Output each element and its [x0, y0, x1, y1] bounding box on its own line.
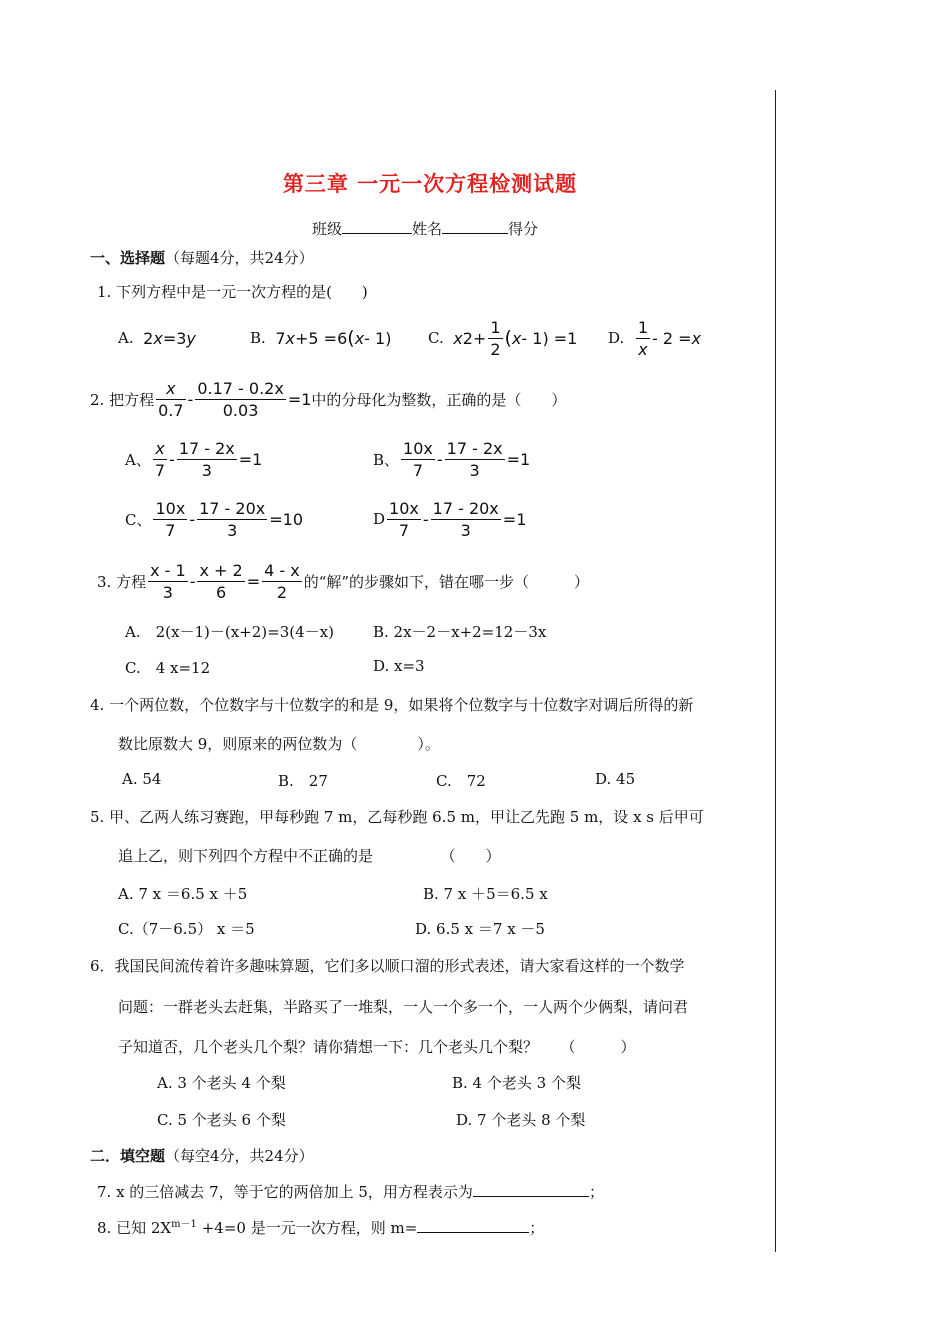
q8-answer-field[interactable]: [417, 1218, 529, 1233]
q2-option-b[interactable]: B、 $\frac{10x}{7}$ - $\frac{17 - 2x}{3}$ =1: [373, 438, 531, 480]
class-field[interactable]: [342, 219, 412, 234]
q5-option-a[interactable]: A. 7 x ＝6.5 x ＋5: [118, 885, 248, 903]
q5-option-d[interactable]: D. 6.5 x ＝7 x －5: [415, 920, 545, 938]
question-6-line-1: 6．我国民间流传着许多趣味算题，它们多以顺口溜的形式表述，请大家看这样的一个数学: [90, 957, 685, 975]
q6-option-a[interactable]: A. 3 个老头 4 个梨: [157, 1074, 286, 1092]
q3-option-d[interactable]: D. x=3: [373, 657, 425, 675]
q1-option-d[interactable]: D. $\frac{1}{x}$ - 2 = x: [608, 317, 701, 359]
q5-option-c[interactable]: C.（7－6.5） x ＝5: [118, 920, 255, 938]
q6-option-d[interactable]: D. 7 个老头 8 个梨: [456, 1111, 586, 1129]
section-fill-heading: 二．填空题（每空4分，共24分）: [90, 1147, 314, 1165]
question-6-line-2: 问题：一群老头去赶集，半路买了一堆梨，一人一个多一个，一人两个少俩梨，请问君: [118, 998, 689, 1016]
section-choice-heading: 一、选择题（每题4分，共24分）: [90, 249, 314, 267]
question-6-line-3: 子知道否，几个老头几个梨？请你猜想一下：几个老头几个梨？ （ ）: [118, 1038, 636, 1056]
q2-option-c[interactable]: C、 $\frac{10x}{7}$ - $\frac{17 - 20x}{3}$ =10: [125, 498, 303, 540]
q2-option-d[interactable]: D $\frac{10x}{7}$ - $\frac{17 - 20x}{3}$ =1: [373, 498, 527, 540]
student-info: [312, 218, 538, 239]
q2-option-a[interactable]: A、 $\frac{x}{7}$ - $\frac{17 - 2x}{3}$ =1: [125, 438, 263, 480]
question-3: 3. 方程 $\frac{x - 1}{3}$ - $\frac{x + 2}{6}$ = $\frac{4 - x}{2}$ 的“解”的步骤如下，错在哪一步（ ）: [97, 560, 590, 602]
question-2: 2. 把方程 $\frac{x}{0.7}$ - $\frac{0.17 - 0.2x}{0.03}$ =1 中的分母化为整数，正确的是（ ）: [90, 378, 567, 420]
question-7: 7. x 的三倍减去 7，等于它的两倍加上 5，用方程表示为 ；: [97, 1183, 604, 1201]
question-5-line-2: 追上乙，则下列四个方程中不正确的是 （ ）: [118, 847, 501, 865]
question-1: 1. 下列方程中是一元一次方程的是( ): [97, 283, 368, 301]
q5-option-b[interactable]: B. 7 x ＋5＝6.5 x: [423, 885, 548, 903]
name-field[interactable]: [442, 219, 508, 234]
q4-option-a[interactable]: A. 54: [122, 770, 162, 788]
q6-option-c[interactable]: C. 5 个老头 6 个梨: [157, 1111, 286, 1129]
question-4-line-2: 数比原数大 9，则原来的两位数为（ ）。: [118, 735, 440, 753]
page-title: 第三章 一元一次方程检测试题: [282, 171, 578, 196]
q3-option-a[interactable]: A. 2(x－1)－(x+2)=3(4－x): [125, 623, 334, 641]
class-label: 班级: [312, 220, 343, 238]
q4-option-d[interactable]: D. 45: [595, 770, 636, 788]
question-8: 8. 已知 $2X^{m-1} +4=0$ 是一元一次方程，则 m= ；: [97, 1219, 545, 1237]
question-4-line-1: 4. 一个两位数，个位数字与十位数字的和是 9，如果将个位数字与十位数字对调后所得的新: [90, 696, 694, 714]
q1-option-c[interactable]: C. x 2 + $\frac{1}{2}$ ( x - 1) =1: [428, 317, 578, 359]
score-label: 得分: [508, 220, 539, 238]
q3-option-c[interactable]: C. 4 x=12: [125, 659, 211, 677]
q3-option-b[interactable]: B. 2x－2－x+2=12－3x: [373, 623, 547, 641]
q7-answer-field[interactable]: [473, 1182, 589, 1197]
question-5-line-1: 5. 甲、乙两人练习赛跑，甲每秒跑 7 m，乙每秒跑 6.5 m，甲让乙先跑 5 m，设 x s 后甲可: [90, 808, 704, 826]
q1-option-b[interactable]: B. 7 x +5 =6 ( x - 1): [250, 327, 392, 349]
q4-option-c[interactable]: C. 72: [436, 772, 486, 790]
q4-option-b[interactable]: B. 27: [278, 772, 328, 790]
name-label: 姓名: [412, 220, 443, 238]
q1-option-a[interactable]: A. 2 x =3 y: [118, 328, 196, 348]
margin-line: [775, 90, 776, 1252]
q6-option-b[interactable]: B. 4 个老头 3 个梨: [452, 1074, 581, 1092]
